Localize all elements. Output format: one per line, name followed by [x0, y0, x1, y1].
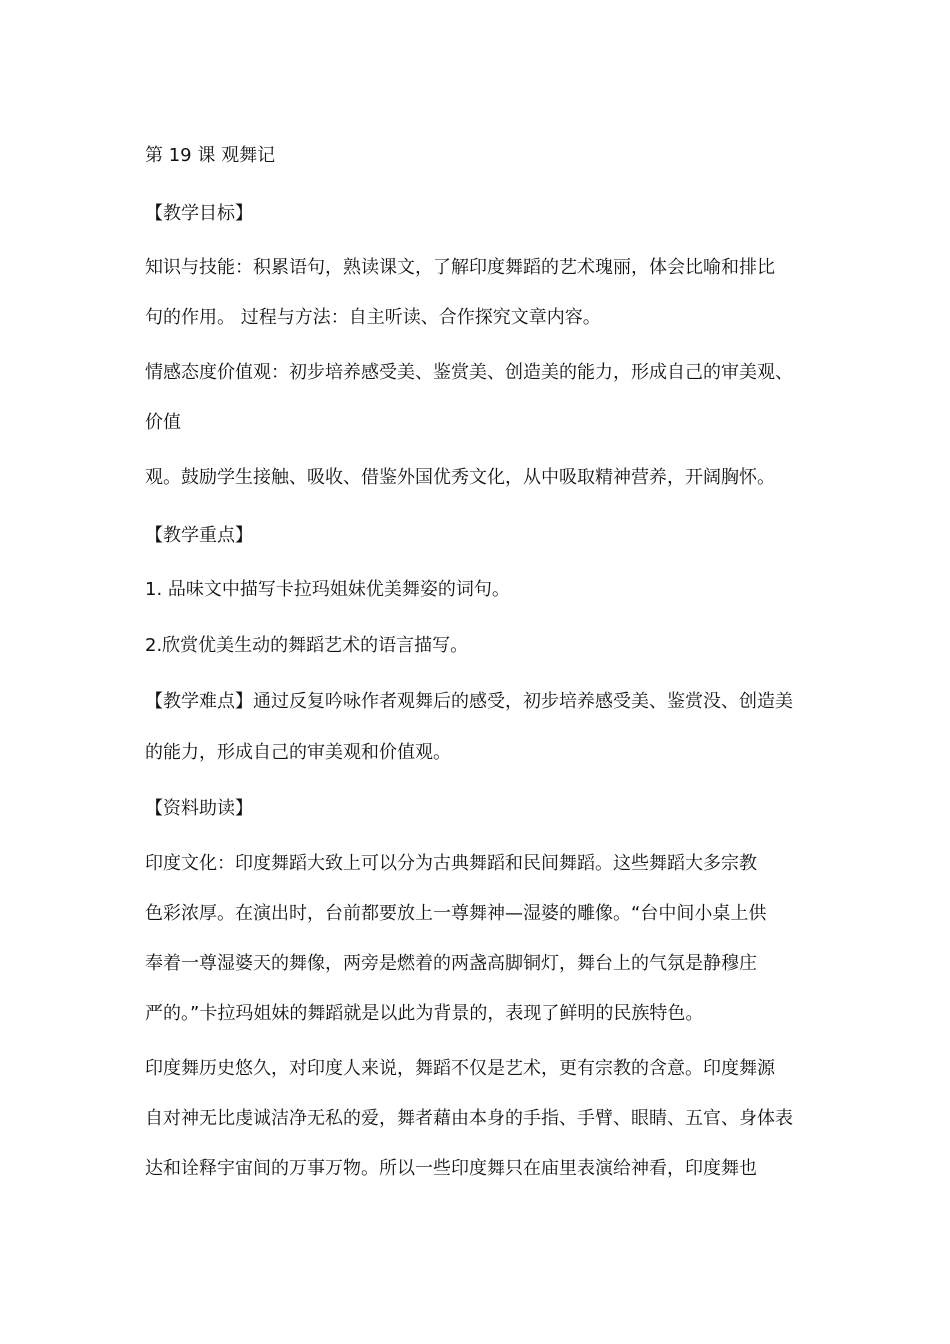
key-points-heading: 【教学重点】	[145, 525, 253, 546]
reading-paragraph-2-line-3: 达和诠释宇宙间的万事万物。所以一些印度舞只在庙里表演给神看，印度舞也	[145, 1158, 757, 1179]
reading-paragraph-1-line-3: 奉着一尊湿婆天的舞像，两旁是燃着的两盏高脚铜灯，舞台上的气氛是静穆庄	[145, 953, 757, 974]
reading-heading: 【资料助读】	[145, 798, 253, 819]
reading-paragraph-2-line-2: 自对神无比虔诚洁净无私的爱，舞者藉由本身的手指、手臂、眼睛、五官、身体表	[145, 1108, 793, 1129]
objectives-emotion-line-1: 情感态度价值观：初步培养感受美、鉴赏美、创造美的能力，形成自己的审美观、	[145, 362, 793, 383]
reading-paragraph-1-line-2: 色彩浓厚。在演出时，台前都要放上一尊舞神—湿婆的雕像。“台中间小桌上供	[145, 903, 767, 924]
objectives-knowledge-line-2: 句的作用。 过程与方法：自主听读、合作探究文章内容。	[145, 307, 601, 328]
difficulties-line-2: 的能力，形成自己的审美观和价值观。	[145, 742, 451, 763]
key-point-item-1: 1. 品味文中描写卡拉玛姐妹优美舞姿的词句。	[145, 579, 510, 600]
objectives-emotion-line-2: 价值	[145, 412, 181, 433]
key-point-item-2: 2.欣赏优美生动的舞蹈艺术的语言描写。	[145, 635, 469, 656]
reading-paragraph-1-line-1: 印度文化：印度舞蹈大致上可以分为古典舞蹈和民间舞蹈。这些舞蹈大多宗教	[145, 853, 757, 874]
objectives-emotion-line-3: 观。鼓励学生接触、吸收、借鉴外国优秀文化，从中吸取精神营养，开阔胸怀。	[145, 467, 775, 488]
page-title: 第 19 课 观舞记	[145, 145, 276, 166]
reading-paragraph-1-line-4: 严的。”卡拉玛姐妹的舞蹈就是以此为背景的，表现了鲜明的民族特色。	[145, 1003, 704, 1024]
objectives-heading: 【教学目标】	[145, 203, 253, 224]
reading-paragraph-2-line-1: 印度舞历史悠久，对印度人来说，舞蹈不仅是艺术，更有宗教的含意。印度舞源	[145, 1058, 775, 1079]
objectives-knowledge-line-1: 知识与技能：积累语句，熟读课文，了解印度舞蹈的艺术瑰丽，体会比喻和排比	[145, 257, 775, 278]
difficulties-line-1: 【教学难点】通过反复吟咏作者观舞后的感受，初步培养感受美、鉴赏没、创造美	[145, 691, 793, 712]
